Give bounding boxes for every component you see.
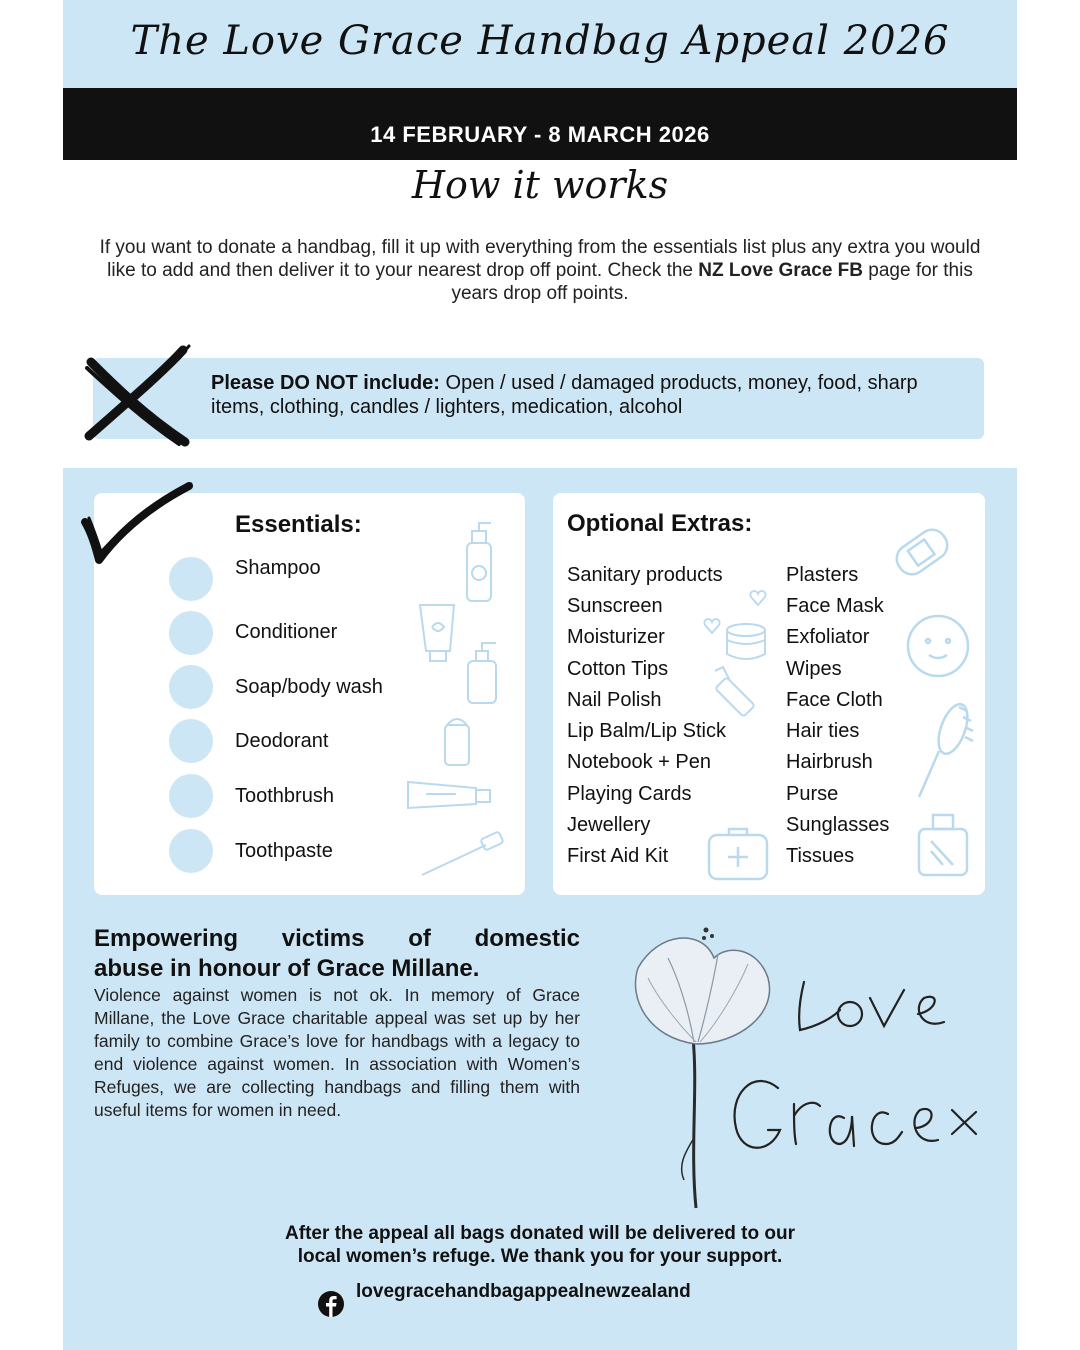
optional-item: Lip Balm/Lip Stick — [567, 720, 726, 742]
sponge-face-icon — [903, 611, 973, 681]
essential-item: Soap/body wash — [235, 676, 383, 698]
shampoo-bottle-icon — [459, 521, 499, 605]
conditioner-tube-icon — [416, 601, 460, 665]
lipstick-icon — [709, 663, 771, 721]
optional-item: Exfoliator — [786, 626, 870, 648]
essential-item: Toothbrush — [235, 785, 334, 807]
check-mark-icon — [81, 482, 193, 566]
optional-item: Playing Cards — [567, 783, 692, 805]
lists-section — [63, 468, 1017, 1350]
intro-fb-link-text: NZ Love Grace FB — [698, 260, 863, 281]
love-grace-handwriting — [735, 982, 976, 1148]
closing-line-1: After the appeal all bags donated will be delivered to our — [285, 1223, 795, 1244]
checkbox-circle — [169, 611, 213, 655]
heart-icon — [703, 617, 721, 635]
closing-line-2: local women’s refuge. We thank you for your support. — [297, 1246, 783, 1267]
intro-text-1: If you want to donate a handbag, fill it up with everything from the essentials list plus any extra you would like to add and then deliver it to your nearest drop off point. Check the — [99, 237, 981, 281]
facebook-icon — [318, 1291, 344, 1317]
optional-heading: Optional Extras: — [567, 510, 753, 537]
do-not-include-box — [93, 358, 984, 439]
page-title: The Love Grace Handbag Appeal 2026 — [130, 18, 950, 64]
optional-item: Nail Polish — [567, 689, 662, 711]
do-not-include-text — [211, 371, 971, 419]
plaster-icon — [887, 521, 957, 583]
heart-icon — [749, 589, 767, 607]
deodorant-icon — [439, 711, 475, 767]
essentials-heading: Essentials: — [235, 511, 362, 538]
about-heading-line-1: Empowering victims of domestic — [94, 925, 580, 952]
how-it-works-heading: How it works — [411, 163, 669, 207]
poppy-flower-illustration — [618, 918, 1018, 1218]
optional-item: Wipes — [786, 658, 842, 680]
optional-extras-card — [553, 493, 985, 895]
optional-item: Hair ties — [786, 720, 860, 742]
optional-item: Moisturizer — [567, 626, 665, 648]
checkbox-circle — [169, 719, 213, 763]
optional-item: Purse — [786, 783, 839, 805]
moisturizer-jar-icon — [723, 620, 769, 666]
about-paragraph: Violence against women is not ok. In memory of Grace Millane, the Love Grace charitable appeal was set up by her family to combine Grace’s love for handbags with a legacy to end violence against women. In association with Women’s Refuges, we are collecting handbags and filling them with useful items for women in need. — [94, 985, 580, 1120]
optional-item: Notebook + Pen — [567, 751, 711, 773]
checkbox-circle — [169, 665, 213, 709]
hairbrush-icon — [909, 701, 975, 801]
appeal-dates: 14 FEBRUARY - 8 MARCH 2026 — [370, 122, 710, 147]
intro-paragraph — [93, 236, 987, 305]
intro-text-2: page for this years drop off points. — [451, 260, 973, 304]
closing-message — [63, 1222, 1017, 1268]
cross-icon — [83, 344, 193, 448]
optional-item: Sunglasses — [786, 814, 890, 836]
essential-item: Conditioner — [235, 621, 338, 643]
optional-item: Plasters — [786, 564, 859, 586]
do-not-include-label: Please DO NOT include: — [211, 372, 440, 394]
pump-bottle-icon — [462, 639, 502, 707]
toothpaste-tube-icon — [406, 778, 498, 812]
essential-item: Shampoo — [235, 557, 321, 579]
optional-item: Cotton Tips — [567, 658, 669, 680]
checkbox-circle — [169, 774, 213, 818]
facebook-handle[interactable]: lovegracehandbagappealnewzealand — [356, 1281, 691, 1302]
about-heading — [94, 924, 580, 984]
essential-item: Deodorant — [235, 730, 329, 752]
optional-item: Jewellery — [567, 814, 651, 836]
about-heading-line-2: abuse in honour of Grace Millane. — [94, 955, 480, 982]
optional-item: Sanitary products — [567, 564, 723, 586]
optional-item: Tissues — [786, 845, 855, 867]
optional-item: Face Cloth — [786, 689, 883, 711]
perfume-bottle-icon — [913, 811, 973, 879]
do-not-include-list: Open / used / damaged products, money, food, sharp items, clothing, candles / lighters, medication, alcohol — [211, 372, 918, 418]
toothbrush-icon — [420, 831, 508, 879]
optional-item: First Aid Kit — [567, 845, 669, 867]
checkbox-circle — [169, 829, 213, 873]
optional-item: Hairbrush — [786, 751, 873, 773]
optional-item: Sunscreen — [567, 595, 663, 617]
first-aid-kit-icon — [705, 825, 771, 883]
flyer-page — [63, 0, 1017, 1350]
optional-item: Face Mask — [786, 595, 884, 617]
essential-item: Toothpaste — [235, 840, 333, 862]
